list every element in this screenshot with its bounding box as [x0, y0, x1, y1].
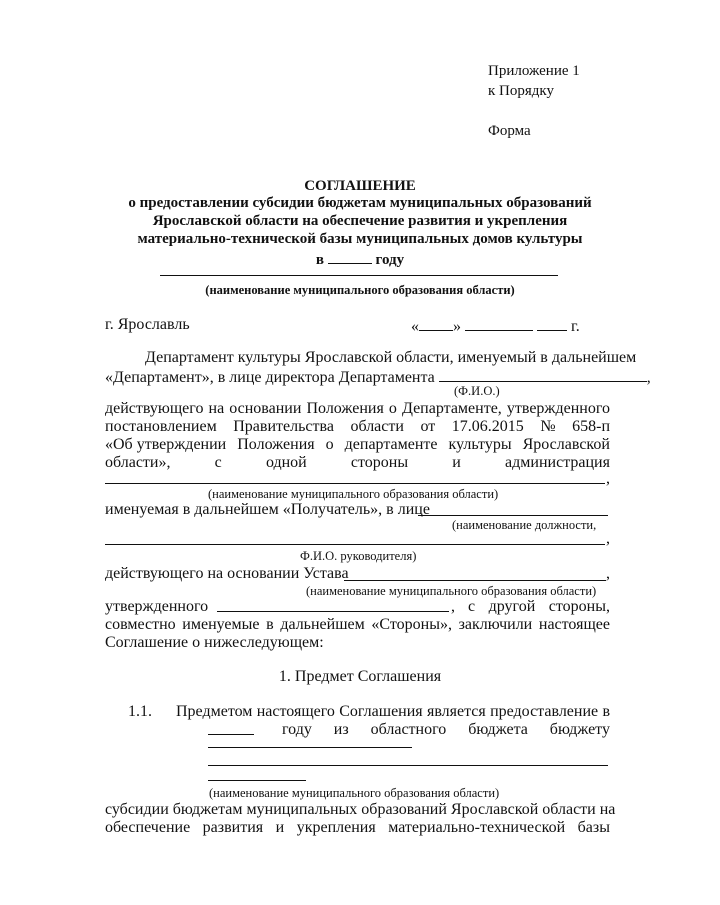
- word: одной: [265, 454, 307, 471]
- word: 658-п: [572, 418, 610, 435]
- form-label: Форма: [488, 123, 531, 139]
- municipality-caption-charter: (наименование муниципального образования области): [306, 584, 597, 598]
- position-caption: (наименование должности,: [452, 518, 597, 532]
- para1-line2: «Департамент», в лице директора Департамента ,: [105, 369, 651, 386]
- word: культуры: [448, 436, 512, 453]
- para2-line4: [105, 454, 610, 472]
- continuation-line-2: [105, 819, 610, 837]
- approved-blank: [217, 611, 449, 612]
- comma-3: ,: [606, 565, 610, 582]
- word: из: [333, 721, 349, 738]
- year-blank: [328, 249, 372, 264]
- word: Положения: [237, 436, 315, 453]
- position-blank: [418, 515, 608, 516]
- clause-line2: [282, 721, 610, 739]
- word: стороны: [350, 454, 409, 471]
- word: области: [350, 418, 404, 435]
- word: Правительства: [233, 418, 334, 435]
- other-side-words: [468, 598, 610, 616]
- word: другой: [488, 598, 536, 615]
- document-title: СОГЛАШЕНИЕ: [304, 178, 416, 194]
- word: о: [325, 436, 334, 453]
- year-blank-date: [537, 316, 567, 331]
- title-line-3: материально-технической базы муниципальных домов культуры: [137, 231, 583, 247]
- head-fio-blank: [105, 544, 605, 545]
- word: 17.06.2015: [451, 418, 524, 435]
- clause-year-blank: [208, 734, 254, 735]
- word: области»,: [105, 454, 171, 471]
- para2-line1: действующего на основании Положения о Департаменте, утвержденного: [105, 400, 610, 417]
- title-line-2: Ярославской области на обеспечение развития и укрепления: [152, 213, 568, 229]
- word: департаменте: [344, 436, 438, 453]
- section-1-title: 1. Предмет Соглашения: [278, 668, 442, 685]
- order-reference: к Порядку: [488, 83, 554, 99]
- word: «Об утверждении: [105, 436, 227, 453]
- day-blank: [419, 316, 453, 331]
- agreement-line: Соглашение о нижеследующем:: [105, 634, 324, 651]
- budget-recipient-blank-1: [208, 747, 412, 748]
- comma-4: ,: [451, 598, 455, 615]
- para1-line1: Департамент культуры Ярославской области, именуемый в дальнейшем: [145, 349, 637, 366]
- clause-number: 1.1.: [128, 703, 152, 720]
- recipient-line: именуемая в дальнейшем «Получатель», в лице: [105, 501, 430, 518]
- year-prefix: в: [315, 252, 324, 268]
- clause-text: Предметом настоящего Соглашения является предоставление в: [176, 703, 610, 720]
- year-abbrev: г.: [571, 318, 580, 335]
- para2-line3: [105, 436, 610, 454]
- municipality-blank-line: [160, 275, 558, 276]
- open-quote: «: [411, 318, 419, 335]
- date-line: [411, 316, 580, 336]
- word: Ярославской: [522, 436, 610, 453]
- appendix-label: Приложение 1: [488, 63, 580, 79]
- word: базы: [577, 819, 610, 836]
- comma: ,: [606, 470, 610, 487]
- word: и: [452, 454, 461, 471]
- word: от: [420, 418, 436, 435]
- comma-2: ,: [606, 530, 610, 547]
- municipality-caption: (наименование муниципального образования области): [205, 283, 515, 297]
- word: материально-технической: [388, 819, 566, 836]
- word: администрация: [505, 454, 610, 471]
- budget-recipient-blank-3: [208, 780, 306, 781]
- word: бюджету: [549, 721, 610, 738]
- close-quote: »: [453, 318, 461, 335]
- director-name-blank: [439, 367, 647, 382]
- municipality-caption-body: (наименование муниципального образования области): [208, 487, 499, 501]
- title-line-1: о предоставлении субсидии бюджетам муниципальных образований: [128, 195, 592, 211]
- word: стороны,: [548, 598, 610, 615]
- word: году: [282, 721, 312, 738]
- charter-line: действующего на основании Устава: [105, 565, 349, 582]
- title-year-line: [0, 249, 720, 269]
- year-suffix: году: [375, 252, 405, 268]
- word: с: [214, 454, 222, 471]
- municipality-caption-section: (наименование муниципального образования области): [209, 786, 500, 800]
- city: г. Ярославль: [105, 316, 190, 333]
- month-blank: [465, 316, 533, 331]
- word: обеспечение: [105, 819, 191, 836]
- word: с: [468, 598, 476, 615]
- word: постановлением: [105, 418, 217, 435]
- charter-blank: [344, 580, 606, 581]
- para1-line2-text: «Департамент», в лице директора Департамента: [105, 369, 435, 386]
- parties-line: совместно именуемые в дальнейшем «Стороны», заключили настоящее: [105, 616, 610, 633]
- municipality-name-blank: [105, 483, 605, 484]
- fio-caption: (Ф.И.О.): [454, 384, 500, 398]
- continuation-line-1: субсидии бюджетам муниципальных образований Ярославской области на: [105, 801, 616, 818]
- budget-recipient-blank-2: [208, 765, 608, 766]
- word: областного: [370, 721, 447, 738]
- approved-word: утвержденного: [105, 598, 209, 615]
- head-fio-caption: Ф.И.О. руководителя): [300, 549, 417, 563]
- word: укрепления: [296, 819, 376, 836]
- word: №: [540, 418, 556, 435]
- para2-line2: [105, 418, 610, 436]
- word: развития: [202, 819, 264, 836]
- word: и: [275, 819, 285, 836]
- word: бюджета: [468, 721, 528, 738]
